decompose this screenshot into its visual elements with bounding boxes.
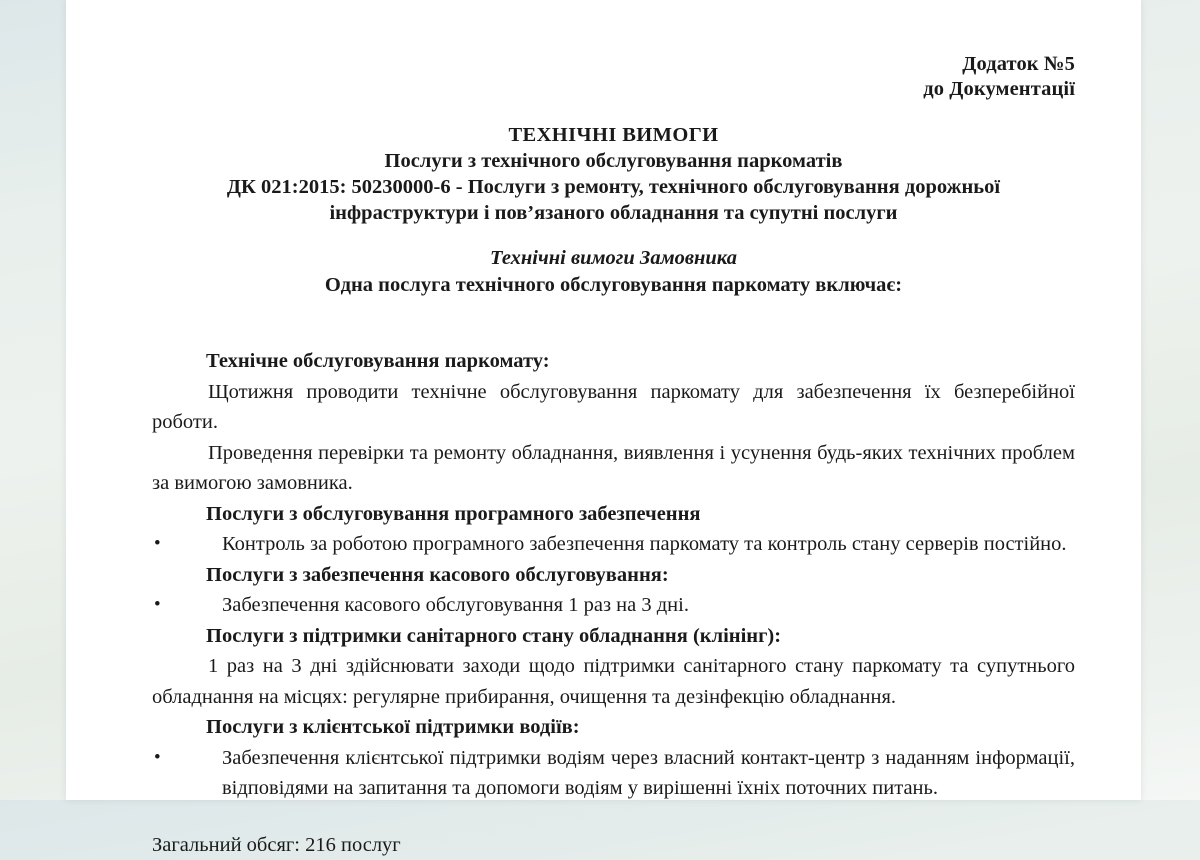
list-item (152, 529, 1075, 560)
section-heading-software: Послуги з обслуговування програмного забезпечення (152, 499, 1075, 530)
document-title-group (152, 122, 1075, 226)
list-item-text: Забезпечення касового обслуговування 1 раз на 3 дні. (222, 594, 689, 616)
total-volume-line: Загальний обсяг: 216 послуг (152, 830, 1075, 860)
document-header (152, 52, 1075, 102)
list-item-text: Забезпечення клієнтської підтримки водіям через власний контакт-центр з наданням інформації, відповідями на запитання та допомоги водіям у вирішенні їхніх поточних питань. (222, 747, 1075, 800)
list-item (152, 590, 1075, 621)
title-cpv-line-2: інфраструктури і пов’язаного обладнання та супутні послуги (152, 200, 1075, 226)
body-top-spacer (152, 320, 1075, 346)
bullet-icon: • (154, 529, 161, 560)
bullet-icon: • (154, 743, 161, 774)
page-content-area (66, 0, 1141, 800)
header-document-reference: до Документації (152, 77, 1075, 102)
header-appendix-number: Додаток №5 (152, 52, 1075, 77)
customer-requirements-heading: Технічні вимоги Замовника (152, 245, 1075, 271)
list-item-text: Контроль за роботою програмного забезпечення паркомату та контроль стану серверів постійно. (222, 533, 1067, 555)
title-cpv-line-1: ДК 021:2015: 50230000-6 - Послуги з ремонту, технічного обслуговування дорожньої (152, 174, 1075, 200)
section-heading-cleaning: Послуги з підтримки санітарного стану обладнання (клінінг): (152, 621, 1075, 652)
document-page (66, 0, 1141, 800)
service-lead-line: Одна послуга технічного обслуговування паркомату включає: (152, 272, 1075, 298)
bullet-icon: • (154, 590, 161, 621)
total-volume-spacer (152, 804, 1075, 830)
section-heading-cash-service: Послуги з забезпечення касового обслуговування: (152, 560, 1075, 591)
section-paragraph-maintenance-2: Проведення перевірки та ремонту обладнання, виявлення і усунення будь-яких технічних проблем за вимогою замовника. (152, 438, 1075, 499)
title-subtitle: Послуги з технічного обслуговування паркоматів (152, 148, 1075, 174)
section-heading-client-support: Послуги з клієнтської підтримки водіїв: (152, 712, 1075, 743)
section-paragraph-maintenance-1: Щотижня проводити технічне обслуговування паркомату для забезпечення їх безперебійної роботи. (152, 377, 1075, 438)
document-body (152, 320, 1075, 860)
list-item (152, 743, 1075, 804)
section-heading-maintenance: Технічне обслуговування паркомату: (152, 346, 1075, 377)
section-paragraph-cleaning-1: 1 раз на 3 дні здійснювати заходи щодо підтримки санітарного стану паркомату та супутнього обладнання на місцях: регулярне прибирання, очищення та дезінфекцію обладнання. (152, 651, 1075, 712)
page-title: ТЕХНІЧНІ ВИМОГИ (152, 122, 1075, 148)
